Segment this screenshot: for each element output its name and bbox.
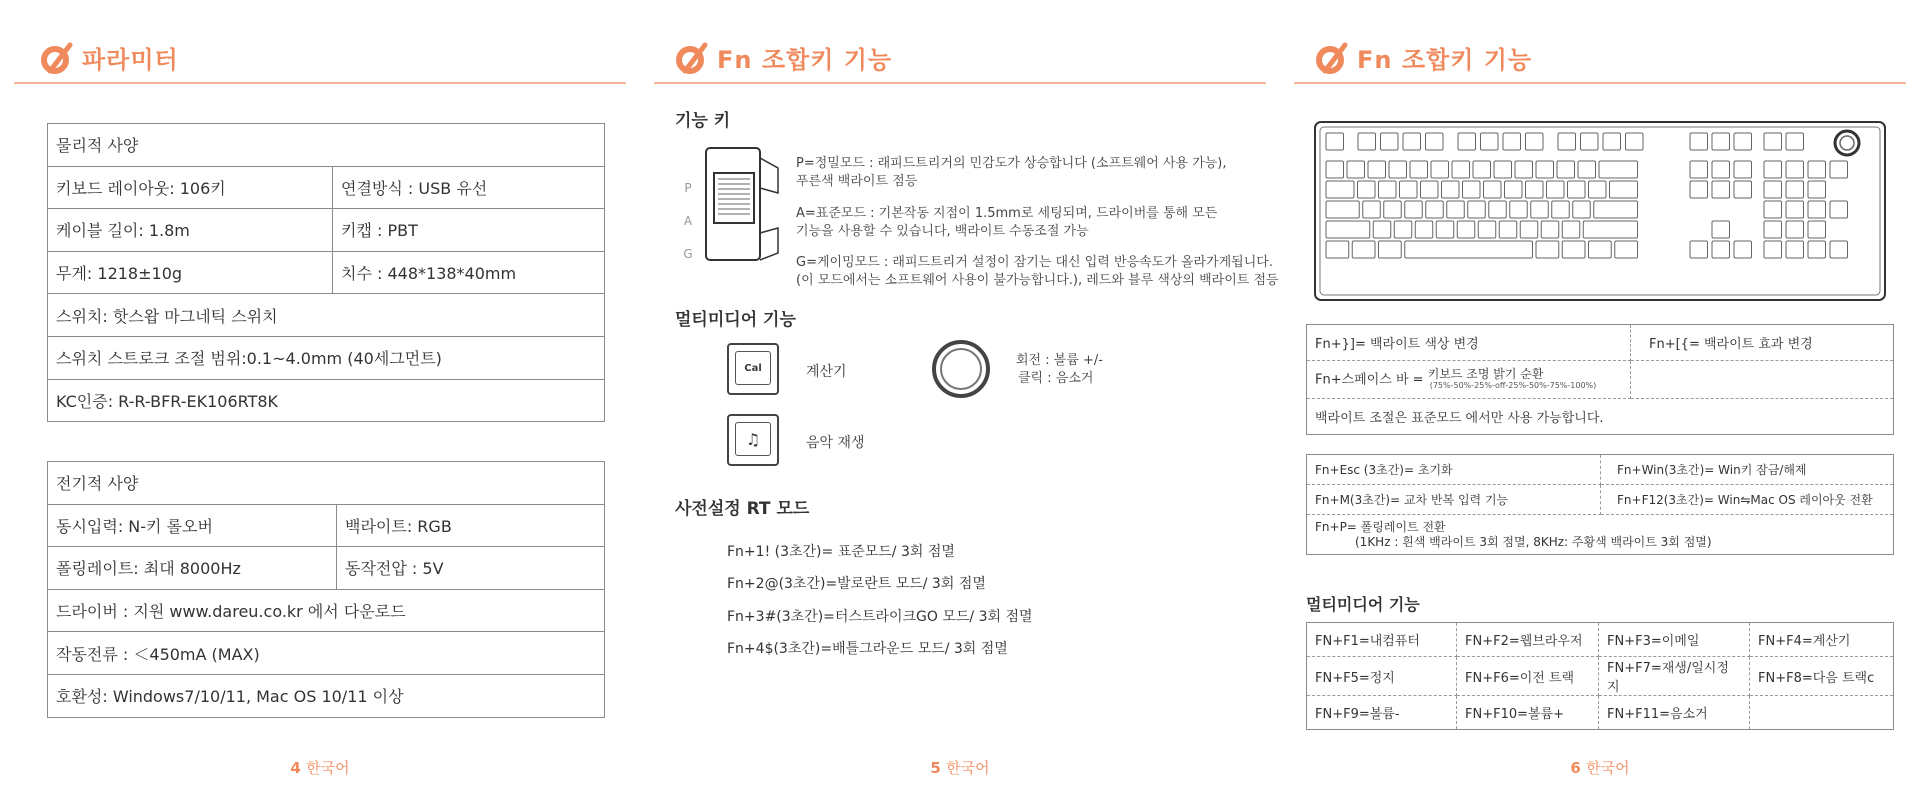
keyboard-key <box>1712 161 1730 178</box>
keyboard-key <box>1786 241 1804 258</box>
knob-desc <box>1016 352 1103 388</box>
keyboard-key <box>1426 201 1444 218</box>
keyboard-key <box>1626 133 1644 150</box>
keyboard-key <box>1458 133 1476 150</box>
physical-spec-table <box>47 123 605 422</box>
keyboard-key <box>1690 161 1708 178</box>
keyboard-key <box>1379 241 1402 258</box>
multimedia-table <box>1306 622 1894 730</box>
spec-voltage: 동작전압 : 5V <box>337 547 605 590</box>
keyboard-key <box>1526 181 1544 198</box>
keyboard-key <box>1589 241 1612 258</box>
spec-backlight: 백라이트: RGB <box>337 504 605 547</box>
mm-f5: FN+F5=정지 <box>1307 657 1457 696</box>
mode-a-text <box>796 205 1217 241</box>
keyboard-key <box>1578 161 1596 178</box>
page-number <box>0 757 640 778</box>
mm-f11: FN+F11=음소거 <box>1599 696 1750 730</box>
spec-switch: 스위치: 핫스왑 마그네틱 스위치 <box>48 294 605 337</box>
keyboard-key <box>1712 241 1730 258</box>
keyboard-key <box>1363 201 1381 218</box>
keyboard-key <box>1786 221 1804 238</box>
keyboard-key <box>1808 201 1826 218</box>
mm-f4: FN+F4=계산기 <box>1750 623 1894 657</box>
fn-p-polling-cell <box>1307 515 1894 555</box>
keyboard-key <box>1610 181 1638 198</box>
fn-m-repeat: Fn+M(3초간)= 교차 반복 입력 기능 <box>1307 485 1601 515</box>
mm-f2: FN+F2=웹브라우저 <box>1457 623 1599 657</box>
page-number <box>1280 757 1920 778</box>
keyboard-key <box>1389 161 1407 178</box>
keyboard-key <box>1690 181 1708 198</box>
fn-backlight-effect: Fn+[{= 백라이트 효과 변경 <box>1631 325 1894 361</box>
keyboard-key <box>1583 221 1637 238</box>
electrical-spec-header: 전기적 사양 <box>48 462 605 505</box>
mode-switch-illustration <box>680 143 780 268</box>
mm-f7: FN+F7=재생/일시정지 <box>1599 657 1750 696</box>
knob-click: 클릭 : 음소거 <box>1018 371 1094 386</box>
keyboard-key <box>1764 221 1782 238</box>
page-language: 한국어 <box>306 759 350 777</box>
spec-keycap: 키캡 : PBT <box>333 209 605 252</box>
backlight-table <box>1306 324 1894 435</box>
switch-letter-p: P <box>684 181 692 195</box>
keyboard-key <box>1573 201 1591 218</box>
music-note-icon: ♫ <box>735 422 771 456</box>
rt-preset-3: Fn+3#(3초간)=터스트라이크GO 모드/ 3회 점멸 <box>727 609 1033 625</box>
keyboard-key <box>1326 221 1370 238</box>
keyboard-key <box>1712 221 1730 238</box>
keyboard-key <box>1431 161 1449 178</box>
spec-rollover: 동시입력: N-키 롤오버 <box>48 504 337 547</box>
keyboard-key <box>1442 181 1460 198</box>
spec-connection: 연결방식 : USB 유선 <box>333 166 605 209</box>
keyboard-key <box>1712 181 1730 198</box>
keyboard-key <box>1808 161 1826 178</box>
keyboard-key <box>1457 221 1475 238</box>
keyboard-key <box>1712 133 1730 150</box>
keyboard-key <box>1473 161 1491 178</box>
header-divider <box>1294 82 1906 84</box>
switch-letter-g: G <box>683 247 693 261</box>
spec-current: 작동전류 : ＜450mA (MAX) <box>48 632 605 675</box>
dareu-logo-icon <box>40 41 74 75</box>
header-divider <box>654 82 1266 84</box>
keyboard-key <box>1536 241 1559 258</box>
mode-g-line2: (이 모드에서는 소프트웨어 사용이 불가능합니다.), 레드와 블루 색상의 백라이트 점등 <box>796 273 1279 288</box>
keyboard-key <box>1326 241 1349 258</box>
page-5 <box>640 0 1280 796</box>
keyboard-key <box>1452 161 1470 178</box>
keyboard-key <box>1764 201 1782 218</box>
keyboard-key <box>1415 221 1433 238</box>
keyboard-key <box>1368 161 1386 178</box>
fn-backlight-color: Fn+}]= 백라이트 색상 변경 <box>1307 325 1631 361</box>
music-label: 음악 재생 <box>806 435 865 451</box>
fn-space-desc-block <box>1428 368 1597 392</box>
keyboard-key <box>1734 133 1752 150</box>
keyboard-key <box>1447 201 1465 218</box>
keyboard-key <box>1381 133 1399 150</box>
mm-f1: FN+F1=내컴퓨터 <box>1307 623 1457 657</box>
keyboard-key <box>1562 221 1580 238</box>
keyboard-key <box>1326 133 1344 150</box>
mm-f6: FN+F6=이전 트랙 <box>1457 657 1599 696</box>
spec-size: 치수 : 448*138*40mm <box>333 251 605 294</box>
keyboard-key <box>1562 241 1585 258</box>
fn-space-label: Fn+스페이스 바 = <box>1315 372 1424 387</box>
spec-kc: KC인증: R-R-BFR-EK106RT8K <box>48 379 605 422</box>
keyboard-key <box>1690 241 1708 258</box>
empty-cell <box>1631 361 1894 399</box>
spec-polling: 폴링레이트: 최대 8000Hz <box>48 547 337 590</box>
keyboard-key <box>1568 181 1586 198</box>
keyboard-key <box>1436 221 1454 238</box>
keyboard-key <box>1373 221 1391 238</box>
keyboard-key <box>1499 221 1517 238</box>
keyboard-key <box>1405 241 1533 258</box>
keyboard-key <box>1690 133 1708 150</box>
keyboard-key <box>1358 133 1376 150</box>
spec-driver: 드라이버 : 지원 www.dareu.co.kr 에서 다운로드 <box>48 589 605 632</box>
multimedia-title: 멀티미디어 기능 <box>675 310 796 330</box>
spec-compat: 호환성: Windows7/10/11, Mac OS 10/11 이상 <box>48 674 605 717</box>
keyboard-key <box>1326 161 1344 178</box>
dareu-logo-icon <box>1315 41 1349 75</box>
calculator-key-label: Cal <box>735 351 771 385</box>
keyboard-key <box>1552 201 1570 218</box>
keyboard-key <box>1326 201 1359 218</box>
keyboard-key <box>1536 161 1554 178</box>
page-title: Fn 조합키 기능 <box>1357 46 1533 74</box>
keyboard-key <box>1808 221 1826 238</box>
keyboard-key <box>1410 161 1428 178</box>
mode-a-line2: 기능을 사용할 수 있습니다, 백라이트 수동조절 가능 <box>796 224 1089 239</box>
switch-letter-a: A <box>683 214 693 228</box>
keyboard-key <box>1468 201 1486 218</box>
mm-f10: FN+F10=볼륨+ <box>1457 696 1599 730</box>
keyboard-key <box>1510 201 1528 218</box>
page-6-header <box>1315 40 1532 75</box>
calculator-key-icon <box>727 343 779 395</box>
keyboard-layout-illustration <box>1314 121 1886 301</box>
keyboard-key <box>1505 181 1523 198</box>
keyboard-key <box>1503 133 1521 150</box>
keyboard-key <box>1494 161 1512 178</box>
keyboard-key <box>1358 181 1376 198</box>
fn-p-polling: Fn+P= 폴링레이트 전환 <box>1315 519 1446 534</box>
page-language: 한국어 <box>946 759 990 777</box>
header-divider <box>14 82 626 84</box>
keyboard-key <box>1558 133 1576 150</box>
dareu-logo-icon <box>675 41 709 75</box>
keyboard-key <box>1599 161 1638 178</box>
fn-space-sub: (75%-50%-25%-off-25%-50%-75%-100%) <box>1429 380 1597 390</box>
keyboard-key <box>1734 181 1752 198</box>
function-key-title: 기능 키 <box>675 111 731 131</box>
page-number <box>640 757 1280 778</box>
page-5-header <box>675 40 892 75</box>
keyboard-key <box>1384 201 1402 218</box>
keyboard-key <box>1400 181 1418 198</box>
keyboard-key <box>1764 241 1782 258</box>
keyboard-key <box>1515 161 1533 178</box>
keyboard-key <box>1520 221 1538 238</box>
fn-p-polling-sub: (1KHz : 흰색 백라이트 3회 점멸, 8KHz: 주황색 백라이트 3회 점멸) <box>1355 534 1712 549</box>
rt-preset-4: Fn+4$(3초간)=배틀그라운드 모드/ 3회 점멸 <box>727 641 1008 657</box>
keyboard-key <box>1547 181 1565 198</box>
keyboard-key <box>1764 133 1782 150</box>
fn-space-cell <box>1307 361 1631 399</box>
page-language: 한국어 <box>1586 759 1630 777</box>
fn-esc-reset: Fn+Esc (3초간)= 초기화 <box>1307 455 1601 485</box>
spec-cable: 케이블 길이: 1.8m <box>48 209 333 252</box>
page-number-value: 4 <box>290 759 301 777</box>
physical-spec-header: 물리적 사양 <box>48 124 605 167</box>
keyboard-key <box>1394 221 1412 238</box>
keyboard-key <box>1603 133 1621 150</box>
keyboard-key <box>1581 133 1599 150</box>
mode-a-line1: A=표준모드 : 기본작동 지점이 1.5mm로 세팅되며, 드라이버를 통해 모든 <box>796 206 1218 221</box>
mm-f9: FN+F9=볼륨- <box>1307 696 1457 730</box>
mm-f3: FN+F3=이메일 <box>1599 623 1750 657</box>
keyboard-key <box>1526 133 1544 150</box>
keyboard-key <box>1615 241 1638 258</box>
keyboard-key <box>1484 181 1502 198</box>
mode-p-line1: P=정밀모드 : 래피드트리거의 민감도가 상승합니다 (소프트웨어 사용 가능), <box>796 156 1227 171</box>
keyboard-key <box>1589 181 1607 198</box>
keyboard-key <box>1734 241 1752 258</box>
page-4 <box>0 0 640 796</box>
fn-function-table <box>1306 454 1894 555</box>
keyboard-key <box>1764 161 1782 178</box>
keyboard-key <box>1405 201 1423 218</box>
keyboard-key <box>1347 161 1365 178</box>
spec-weight: 무게: 1218±10g <box>48 251 333 294</box>
keyboard-key <box>1594 201 1638 218</box>
mm-empty <box>1750 696 1894 730</box>
fn-space-desc: 키보드 조명 밝기 순환 <box>1427 366 1544 381</box>
keyboard-key <box>1786 201 1804 218</box>
calculator-label: 계산기 <box>806 364 847 380</box>
keyboard-key <box>1426 133 1444 150</box>
page-number-value: 6 <box>1570 759 1581 777</box>
spec-layout: 키보드 레이아웃: 106키 <box>48 166 333 209</box>
keyboard-key <box>1786 181 1804 198</box>
keyboard-key <box>1531 201 1549 218</box>
page-number-value: 5 <box>930 759 941 777</box>
mode-g-text <box>796 254 1279 290</box>
keyboard-key <box>1403 133 1421 150</box>
keyboard-key <box>1830 161 1848 178</box>
rt-preset-1: Fn+1! (3초간)= 표준모드/ 3회 점멸 <box>727 544 955 560</box>
keyboard-key <box>1764 181 1782 198</box>
knob-rotate: 회전 : 볼륨 +/- <box>1016 353 1103 368</box>
keyboard-key <box>1463 181 1481 198</box>
volume-knob-icon <box>932 340 990 398</box>
keyboard-key <box>1808 241 1826 258</box>
keyboard-key <box>1830 241 1848 258</box>
keyboard-key <box>1557 161 1575 178</box>
keyboard-key <box>1478 221 1496 238</box>
fn-f12-switch: Fn+F12(3초간)= Win⇋Mac OS 레이아웃 전환 <box>1601 485 1894 515</box>
keyboard-key <box>1786 133 1804 150</box>
rt-preset-2: Fn+2@(3초간)=발로란트 모드/ 3회 점멸 <box>727 576 986 592</box>
keyboard-key <box>1326 181 1354 198</box>
mm-f8: FN+F8=다음 트랙c <box>1750 657 1894 696</box>
music-key-icon <box>727 414 779 466</box>
keyboard-key <box>1421 181 1439 198</box>
spec-stroke: 스위치 스트로크 조절 범위:0.1~4.0mm (40세그먼트) <box>48 336 605 379</box>
page-title: Fn 조합키 기능 <box>717 46 893 74</box>
mode-g-line1: G=게이밍모드 : 래피드트리거 설정이 잠기는 대신 입력 반응속도가 올라가게됩니다. <box>796 255 1273 270</box>
keyboard-key <box>1352 241 1375 258</box>
keyboard-key <box>1541 221 1559 238</box>
keyboard-key <box>1379 181 1397 198</box>
fn-win-lock: Fn+Win(3초간)= Win키 잠금/해제 <box>1601 455 1894 485</box>
rt-preset-title: 사전설정 RT 모드 <box>675 499 810 519</box>
keyboard-key <box>1830 201 1848 218</box>
keyboard-key <box>1734 161 1752 178</box>
keyboard-key <box>1786 161 1804 178</box>
page-title: 파라미터 <box>82 46 179 74</box>
page-4-header <box>40 40 179 75</box>
switch-letters <box>682 172 694 271</box>
backlight-note: 백라이트 조절은 표준모드 에서만 사용 가능합니다. <box>1307 399 1894 435</box>
multimedia-title-p6: 멀티미디어 기능 <box>1306 595 1420 614</box>
keyboard-key <box>1489 201 1507 218</box>
mode-p-line2: 푸른색 백라이트 점등 <box>796 174 918 189</box>
keyboard-key <box>1808 181 1826 198</box>
electrical-spec-table <box>47 461 605 718</box>
mode-p-text <box>796 155 1227 191</box>
keyboard-key <box>1481 133 1499 150</box>
